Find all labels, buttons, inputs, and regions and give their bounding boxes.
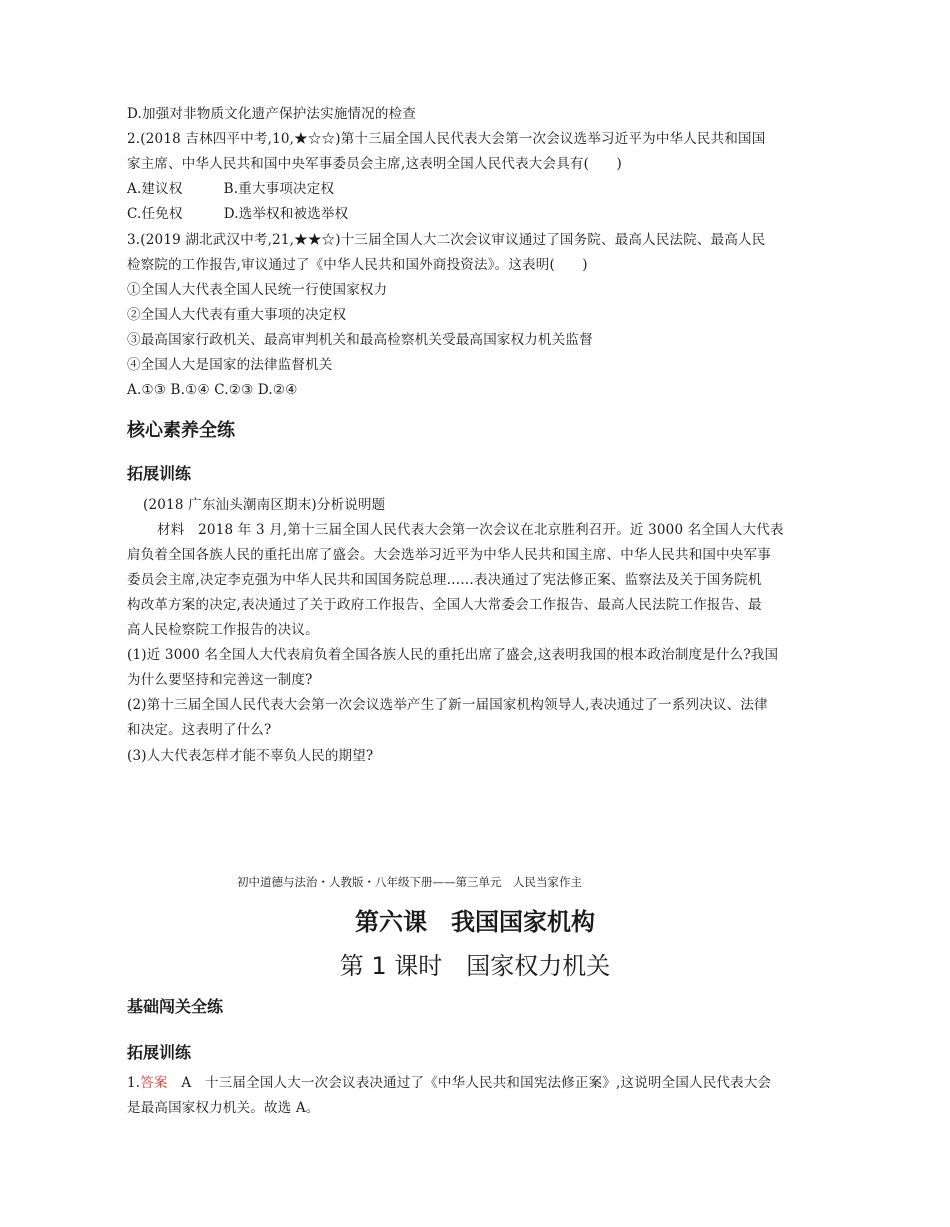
question-3-statement-2: ②全国人大代表有重大事项的决定权 [127,307,347,323]
question-3-line-1: 3.(2019 湖北武汉中考,21,★★☆)十三届全国人大二次会议审议通过了国务院、最高人民法院、最高人民 [127,232,766,248]
section-heading-core: 核心素养全练 [127,420,235,441]
subheading-extension-2: 拓展训练 [127,1043,192,1062]
section-heading-basic: 基础闯关全练 [127,997,224,1016]
source-line: (2018 广东汕头潮南区期末)分析说明题 [143,497,386,513]
answer-text: A 十三届全国人大一次会议表决通过了《中华人民共和国宪法修正案》,这说明全国人民代表大会 [167,1075,772,1091]
lesson-title: 第六课 我国国家机构 [355,908,595,936]
sub-question-1-line-1: (1)近 3000 名全国人大代表肩负着全国各族人民的重托出席了盛会,这表明我国的根本政治制度是什么?我国 [127,647,779,663]
material-line-2: 肩负着全国各族人民的重托出席了盛会。大会选举习近平为中华人民共和国主席、中华人民共和国中央军事 [127,547,771,563]
answer-number: 1. [127,1075,141,1091]
sub-question-3: (3)人大代表怎样才能不辜负人民的期望? [127,748,374,764]
material-line-3: 委员会主席,决定李克强为中华人民共和国国务院总理……表决通过了宪法修正案、监察法及关于国务院机 [127,572,762,588]
question-2-options-cd: C.任免权 D.选举权和被选举权 [127,206,349,222]
material-line-1: 材料 2018 年 3 月,第十三届全国人民代表大会第一次会议在北京胜利召开。近 3000 名全国人大代表 [157,522,784,538]
material-line-4: 构改革方案的决定,表决通过了关于政府工作报告、全国人大常委会工作报告、最高人民法院工作报告、最 [127,597,762,613]
session-title: 第 1 课时 国家权力机关 [339,952,611,980]
answer-line-1 [127,1073,771,1093]
question-3-options: A.①③ B.①④ C.②③ D.②④ [127,382,298,398]
breadcrumb: 初中道德与法治・人教版・八年级下册——第三单元 人民当家作主 [237,875,582,889]
answer-label: 答案 [140,1075,168,1091]
question-2-line-2: 家主席、中华人民共和国中央军事委员会主席,这表明全国人民代表大会具有( ) [127,156,622,172]
sub-question-2-line-1: (2)第十三届全国人民代表大会第一次会议选举产生了新一届国家机构领导人,表决通过了一系列决议、法律 [127,697,768,713]
question-3-line-2: 检察院的工作报告,审议通过了《中华人民共和国外商投资法》。这表明( ) [127,257,588,273]
question-3-statement-3: ③最高国家行政机关、最高审判机关和最高检察机关受最高国家权力机关监督 [127,332,593,348]
answer-line-2: 是最高国家权力机关。故选 A。 [127,1100,320,1116]
question-2-line-1: 2.(2018 吉林四平中考,10,★☆☆)第十三届全国人民代表大会第一次会议选举习近平为中华人民共和国国 [127,131,766,147]
sub-question-1-line-2: 为什么要坚持和完善这一制度? [127,672,313,688]
subheading-extension-1: 拓展训练 [127,464,192,483]
question-3-statement-1: ①全国人大代表全国人民统一行使国家权力 [127,282,388,298]
option-d-line: D.加强对非物质文化遗产保护法实施情况的检查 [127,106,417,122]
question-3-statement-4: ④全国人大是国家的法律监督机关 [127,357,333,373]
question-2-options-ab: A.建议权 B.重大事项决定权 [127,181,335,197]
sub-question-2-line-2: 和决定。这表明了什么? [127,722,272,738]
material-line-5: 高人民检察院工作报告的决议。 [127,622,319,638]
